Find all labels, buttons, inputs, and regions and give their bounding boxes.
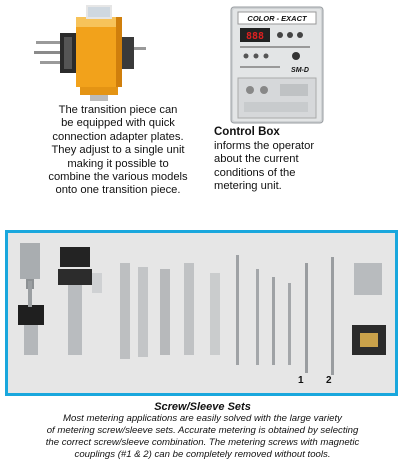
caption-line: making it possible to (67, 157, 169, 170)
caption-line: the correct screw/sleeve combination. The metering screws with magnetic (45, 437, 360, 448)
caption-line: onto one transition piece. (55, 184, 181, 197)
caption-line: metering unit. (214, 180, 282, 193)
screw-sleeve-photo-frame (5, 230, 398, 396)
screw-marker-1: 1 (298, 375, 304, 386)
caption-line: The transition piece can (58, 104, 178, 116)
caption-line: combine the various models (48, 171, 188, 184)
caption-line: be equipped with quick (61, 117, 175, 130)
caption-line: connection adapter plates. (52, 130, 184, 143)
caption-line: Most metering applications are easily solved with the large variety (63, 413, 342, 424)
caption-line: conditions of the (214, 166, 296, 179)
screw-sleeve-caption (6, 413, 399, 461)
control-box-model: SM-D (291, 67, 309, 74)
control-box-display: 888 (245, 31, 265, 42)
caption-line: of metering screw/sleeve sets. Accurate metering is obtained by selecting (46, 425, 359, 436)
screw-sleeve-photo (8, 233, 395, 393)
caption-line: informs the operator (214, 140, 315, 152)
caption-line: couplings (#1 & 2) can be completely removed without tools. (74, 449, 331, 460)
transition-piece-caption (28, 104, 208, 198)
control-box-photo (230, 6, 324, 124)
screw-marker-2: 2 (326, 375, 332, 386)
control-box-brand: COLOR - EXACT (247, 14, 307, 23)
transition-piece-photo (30, 3, 150, 103)
caption-line: They adjust to a single unit (51, 144, 185, 157)
control-box-title: Control Box (214, 126, 280, 138)
screw-sleeve-title: Screw/Sleeve Sets (154, 401, 251, 413)
caption-line: about the current (214, 153, 299, 166)
control-box-caption (214, 140, 374, 194)
